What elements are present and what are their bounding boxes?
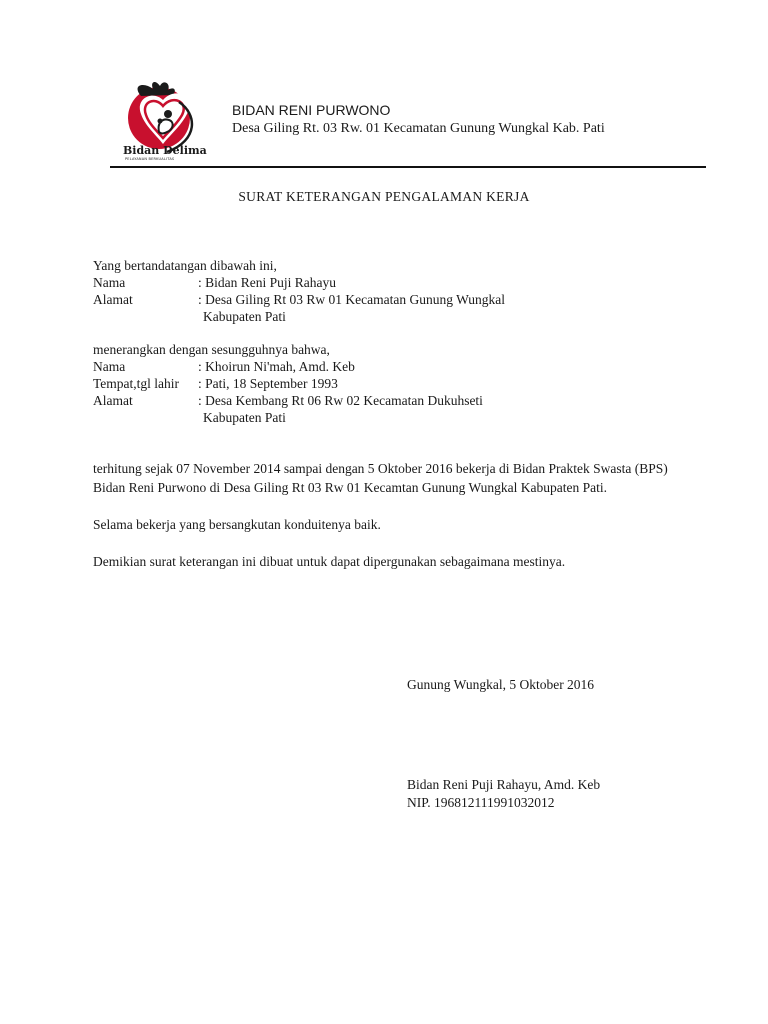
letter-body [93, 459, 693, 589]
signature-place-date: Gunung Wungkal, 5 Oktober 2016 [407, 677, 595, 692]
signatory-address-value: : Desa Giling Rt 03 Rw 01 Kecamatan Gunung Wungkal [198, 292, 506, 307]
header-divider [110, 166, 706, 168]
subject-address-label: Alamat [93, 393, 133, 408]
logo-text: Bidan Delima [123, 144, 207, 157]
org-address: Desa Giling Rt. 03 Rw. 01 Kecamatan Gunung Wungkal Kab. Pati [232, 121, 605, 136]
subject-address-value: : Desa Kembang Rt 06 Rw 02 Kecamatan Dukuhseti [198, 393, 483, 408]
signatory-name-label: Nama [93, 275, 126, 290]
subject-intro: menerangkan dengan sesungguhnya bahwa, [93, 342, 330, 357]
employment-paragraph: terhitung sejak 07 November 2014 sampai dengan 5 Oktober 2016 bekerja di Bidan Praktek Swasta (BPS) Bidan Reni Purwono di Desa Giling Rt 03 Rw 01 Kecamtan Gunung Wungkal Kabupaten Pati. [93, 461, 668, 495]
conduct-paragraph: Selama bekerja yang bersangkutan konduitenya baik. [93, 517, 381, 532]
subject-address-value-line2: Kabupaten Pati [203, 410, 286, 425]
signatory-address-label: Alamat [93, 292, 133, 307]
signatory-intro: Yang bertandatangan dibawah ini, [93, 258, 277, 273]
signatory-address-value-line2: Kabupaten Pati [203, 309, 286, 324]
subject-birth-label: Tempat,tgl lahir [93, 376, 180, 391]
letter-title: SURAT KETERANGAN PENGALAMAN KERJA [238, 189, 530, 204]
org-name: BIDAN RENI PURWONO [232, 102, 391, 118]
subject-birth-value: : Pati, 18 September 1993 [198, 376, 338, 391]
signatory-name-value: : Bidan Reni Puji Rahayu [198, 275, 336, 290]
logo-tagline: PELAYANAN BERKUALITAS [125, 157, 175, 161]
subject-name-value: : Khoirun Ni'mah, Amd. Keb [198, 359, 355, 374]
bidan-delima-logo [113, 80, 213, 162]
subject-name-label: Nama [93, 359, 126, 374]
closing-paragraph: Demikian surat keterangan ini dibuat untuk dapat dipergunakan sebagaimana mestinya. [93, 554, 566, 569]
signature-name: Bidan Reni Puji Rahayu, Amd. Keb [407, 777, 601, 792]
signature-nip: NIP. 196812111991032012 [407, 795, 555, 810]
